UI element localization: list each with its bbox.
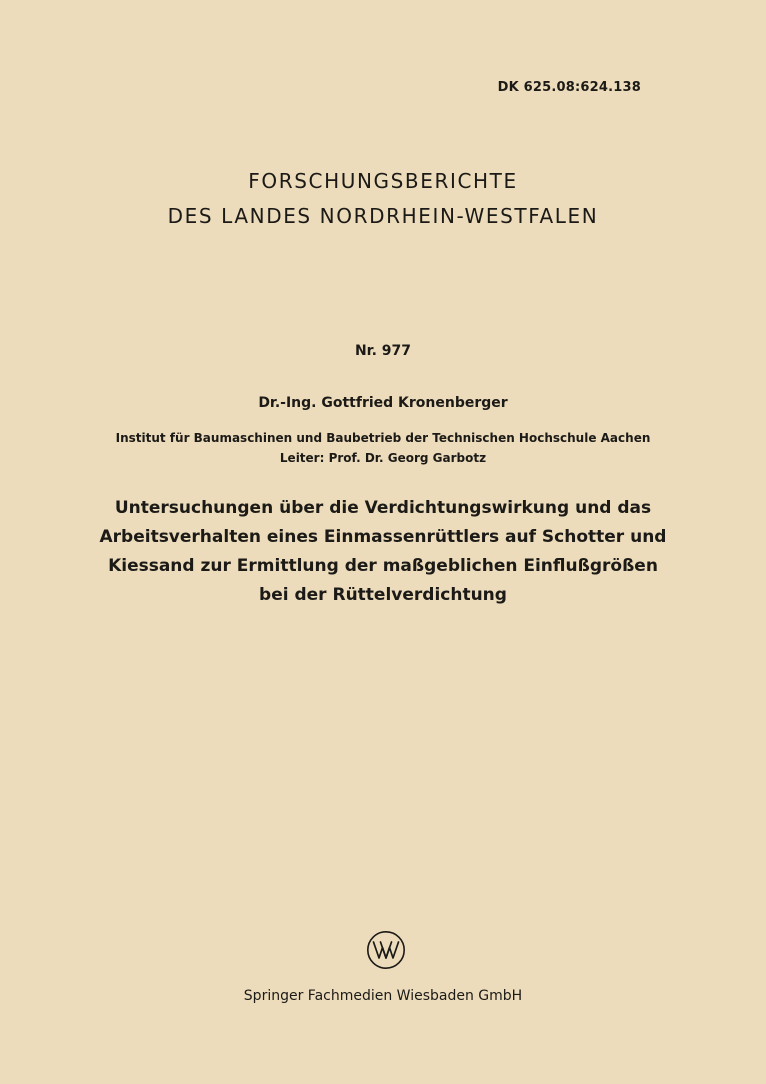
report-number: Nr. 977 bbox=[354, 343, 412, 359]
institute-leader: Leiter: Prof. Dr. Georg Garbotz bbox=[279, 451, 487, 465]
springer-vs-logo-icon bbox=[366, 930, 406, 970]
series-title bbox=[0, 164, 766, 234]
series-title-line-2: DES LANDES NORDRHEIN-WESTFALEN bbox=[167, 204, 599, 228]
series-title-line-1: FORSCHUNGSBERICHTE bbox=[248, 169, 518, 193]
report-title-line-2: Arbeitsverhalten eines Einmassenrüttlers auf Schotter und bbox=[99, 527, 667, 547]
report-title-line-1: Untersuchungen über die Verdichtungswirkung und das bbox=[114, 498, 652, 518]
report-title bbox=[0, 494, 766, 610]
report-title-line-3: Kiessand zur Ermittlung der maßgeblichen Einflußgrößen bbox=[108, 556, 658, 576]
publisher-name: Springer Fachmedien Wiesbaden GmbH bbox=[243, 988, 523, 1004]
report-title-line-4: bei der Rüttelverdichtung bbox=[259, 585, 507, 605]
institute-name: Institut für Baumaschinen und Baubetrieb der Technischen Hochschule Aachen bbox=[115, 431, 651, 445]
institute-block bbox=[0, 428, 766, 468]
dk-classification: DK 625.08:624.138 bbox=[497, 80, 641, 95]
author-name: Dr.-Ing. Gottfried Kronenberger bbox=[258, 395, 508, 411]
